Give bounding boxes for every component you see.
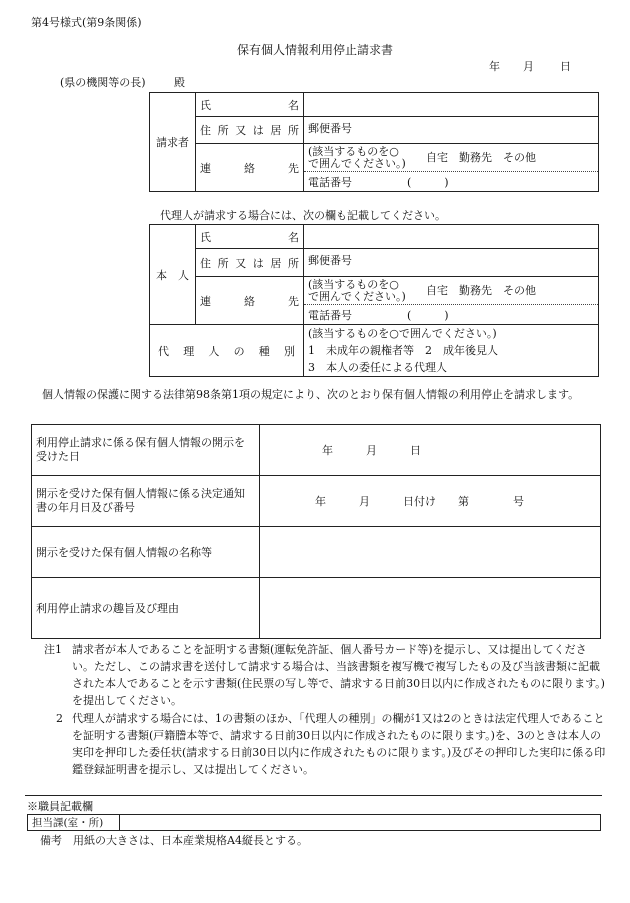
principal-address-label: 住所又は居所	[196, 249, 304, 277]
agent-type-option-3: 3 本人の委任による代理人	[308, 361, 447, 374]
request-statement: 個人情報の保護に関する法律第98条第1項の規定により、次のとおり保有個人情報の利用停止を請求します。	[31, 388, 580, 401]
requester-contact-label: 連 絡 先	[196, 144, 304, 192]
requester-contact-options: 自宅 勤務先 その他	[426, 150, 536, 164]
principal-phone-label: 電話番号 ( )	[308, 308, 449, 322]
date-day-label: 日	[560, 60, 571, 73]
notes	[44, 641, 606, 778]
staff-divider	[25, 795, 602, 796]
disclosure-date-field[interactable]	[260, 425, 601, 476]
principal-contact-type[interactable]	[304, 277, 599, 305]
agent-type-note: (該当するものを○で囲んでください。)	[308, 327, 497, 340]
principal-phone-field[interactable]	[304, 305, 599, 325]
disclosure-date-value: 年 月 日	[322, 444, 421, 457]
reason-label: 利用停止請求の趣旨及び理由	[32, 578, 260, 639]
decision-notice-value: 年 月 日付け 第 号	[315, 495, 524, 508]
principal-address-field[interactable]	[304, 249, 599, 277]
honorific: 殿	[174, 76, 185, 89]
agent-type-label: 代理人の種別	[150, 325, 304, 377]
form-number: 第4号様式(第9条関係)	[31, 16, 142, 29]
requester-address-field[interactable]	[304, 117, 599, 144]
date-month-label: 月	[523, 60, 534, 73]
date-year-label: 年	[489, 60, 500, 73]
agent-type-option-1-2: 1 未成年の親権者等 2 成年後見人	[308, 344, 498, 357]
principal-table	[149, 224, 599, 377]
requester-name-field[interactable]	[304, 93, 599, 117]
requester-contact-note-2: で囲んでください。)	[308, 156, 406, 170]
note-2-number: 2	[56, 712, 63, 725]
note-1-text: 請求者が本人であることを証明する書類(運転免許証、個人番号カード等)を提示し、又は提出してください。ただし、この請求書を送付して請求する場合は、当該書類を複写機で複写したもの及び当該書類に記載された本人であることを示す書類(住民票の写し等で、請求する日前30日以内に作成されたものに限ります。)を提出してください。	[72, 643, 605, 707]
requester-phone-field[interactable]	[304, 172, 599, 192]
principal-contact-note-1: (該当するものを○	[308, 277, 399, 291]
requester-address-label: 住所又は居所	[196, 117, 304, 144]
agent-type-field[interactable]	[304, 325, 599, 377]
decision-notice-field[interactable]	[260, 476, 601, 527]
principal-name-label: 氏 名	[196, 225, 304, 249]
note-1	[44, 641, 606, 709]
principal-postal-label: 郵便番号	[308, 254, 352, 267]
principal-name-field[interactable]	[304, 225, 599, 249]
staff-dept-label: 担当課(室・所)	[28, 815, 120, 831]
note-2-text: 代理人が請求する場合には、1の書類のほか、「代理人の種別」の欄が1又は2のときは法定代理人であることを証明する書類(戸籍謄本等で、請求する日前30日以内に作成されたものに限ります。)を、3のときは本人の実印を押印した委任状(請求する日前30日以内に作成されたものに限ります。)及びその押印した実印に係る印鑑登録証明書を提示し、又は提出してください。	[72, 712, 606, 776]
agent-instruction: 代理人が請求する場合には、次の欄も記載してください。	[160, 209, 446, 222]
reason-field[interactable]	[260, 578, 601, 639]
requester-name-label: 氏 名	[196, 93, 304, 117]
note-1-number: 注1	[44, 643, 62, 656]
details-table	[31, 424, 601, 639]
staff-dept-field[interactable]	[120, 815, 601, 831]
decision-notice-label: 開示を受けた保有個人情報に係る決定通知書の年月日及び番号	[32, 476, 260, 527]
principal-section-label: 本 人	[150, 225, 196, 325]
requester-postal-label: 郵便番号	[308, 122, 352, 135]
requester-table	[149, 92, 599, 192]
principal-contact-label: 連 絡 先	[196, 277, 304, 325]
info-name-field[interactable]	[260, 527, 601, 578]
requester-section-label: 請求者	[150, 93, 196, 192]
staff-table	[27, 814, 601, 831]
note-2	[44, 710, 606, 778]
staff-section-title: ※職員記載欄	[27, 800, 93, 813]
requester-contact-note-1: (該当するものを○	[308, 144, 399, 158]
principal-contact-options: 自宅 勤務先 その他	[426, 283, 536, 297]
remark: 備考 用紙の大きさは、日本産業規格A4縦長とする。	[40, 834, 308, 847]
disclosure-date-label: 利用停止請求に係る保有個人情報の開示を受けた日	[32, 425, 260, 476]
addressee: (県の機関等の長)	[60, 76, 146, 89]
requester-phone-label: 電話番号 ( )	[308, 175, 449, 189]
requester-contact-type[interactable]	[304, 144, 599, 172]
principal-contact-note-2: で囲んでください。)	[308, 289, 406, 303]
page-title: 保有個人情報利用停止請求書	[236, 43, 393, 57]
info-name-label: 開示を受けた保有個人情報の名称等	[32, 527, 260, 578]
